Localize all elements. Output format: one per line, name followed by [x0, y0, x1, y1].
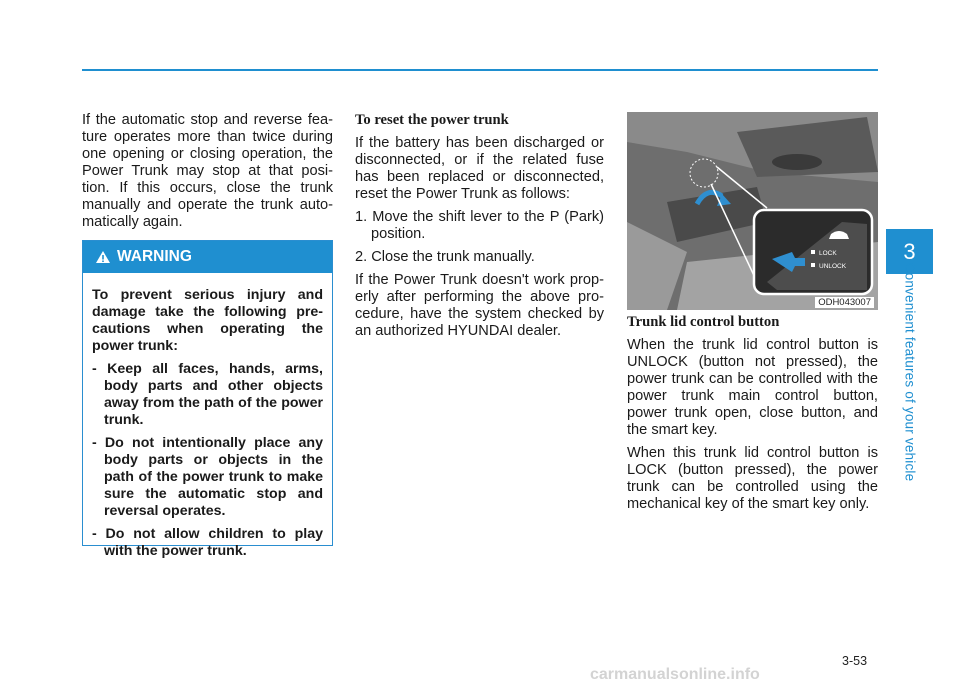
page-number: 3-53 — [842, 654, 868, 668]
warning-header — [83, 241, 332, 273]
trunk-lid-paragraph: When this trunk lid control button is LOCK (button pressed), the power trunk can be controlled using the mechanical key of the smart key only. — [627, 445, 878, 512]
warning-title: WARNING — [117, 248, 192, 265]
trunk-lid-figure — [627, 112, 878, 310]
intro-paragraph: If the automatic stop and reverse fea-ture operates more than twice during one opening or closing operation, the Power Trunk may stop at that posi-tion. If this occurs, close the trunk manually and operate the trunk auto-matically again. — [82, 112, 333, 230]
intro-column — [82, 112, 333, 237]
trunk-lid-paragraph: When the trunk lid control button is UNLOCK (button not pressed), the power trunk can be controlled with the power trunk main control button, power trunk open, close button, and the smart key. — [627, 337, 878, 438]
warning-triangle-icon — [95, 250, 111, 264]
reset-heading: To reset the power trunk — [355, 112, 509, 128]
reset-step: 1. Move the shift lever to the P (Park) position. — [355, 209, 604, 242]
warning-item: - Do not allow children to play with the power trunk. — [92, 526, 323, 559]
warning-body — [83, 273, 332, 560]
trunk-lid-column — [627, 314, 878, 519]
reset-column — [355, 112, 604, 346]
unlock-label: UNLOCK — [819, 263, 847, 270]
lock-label: LOCK — [819, 250, 837, 257]
header-rule — [82, 69, 878, 71]
warning-lead: To prevent serious injury and damage take the following pre-cautions when operating the power trunk: — [92, 287, 323, 354]
reset-paragraph: If the battery has been discharged or disconnected, or if the related fuse has been replaced or disconnected, reset the Power Trunk as follows: — [355, 135, 604, 202]
trunk-lid-illustration — [627, 112, 878, 310]
chapter-tab: 3 — [886, 229, 933, 274]
trunk-lid-heading: Trunk lid control button — [627, 314, 780, 330]
warning-item: - Do not intentionally place any body parts or objects in the path of the power trunk to make sure the automatic stop and reversal operates. — [92, 435, 323, 519]
warning-item: - Keep all faces, hands, arms, body parts and other objects away from the path of the power trunk. — [92, 361, 323, 428]
footer-watermark: carmanualsonline.info — [590, 666, 760, 683]
warning-box — [82, 240, 333, 559]
reset-step: 2. Close the trunk manually. — [355, 249, 535, 265]
chapter-title: Convenient features of your vehicle — [902, 262, 918, 482]
reset-note: If the Power Trunk doesn't work prop-erly after performing the above pro-cedure, have the system checked by an authorized HYUNDAI dealer. — [355, 272, 604, 339]
figure-code: ODH043007 — [815, 297, 874, 308]
